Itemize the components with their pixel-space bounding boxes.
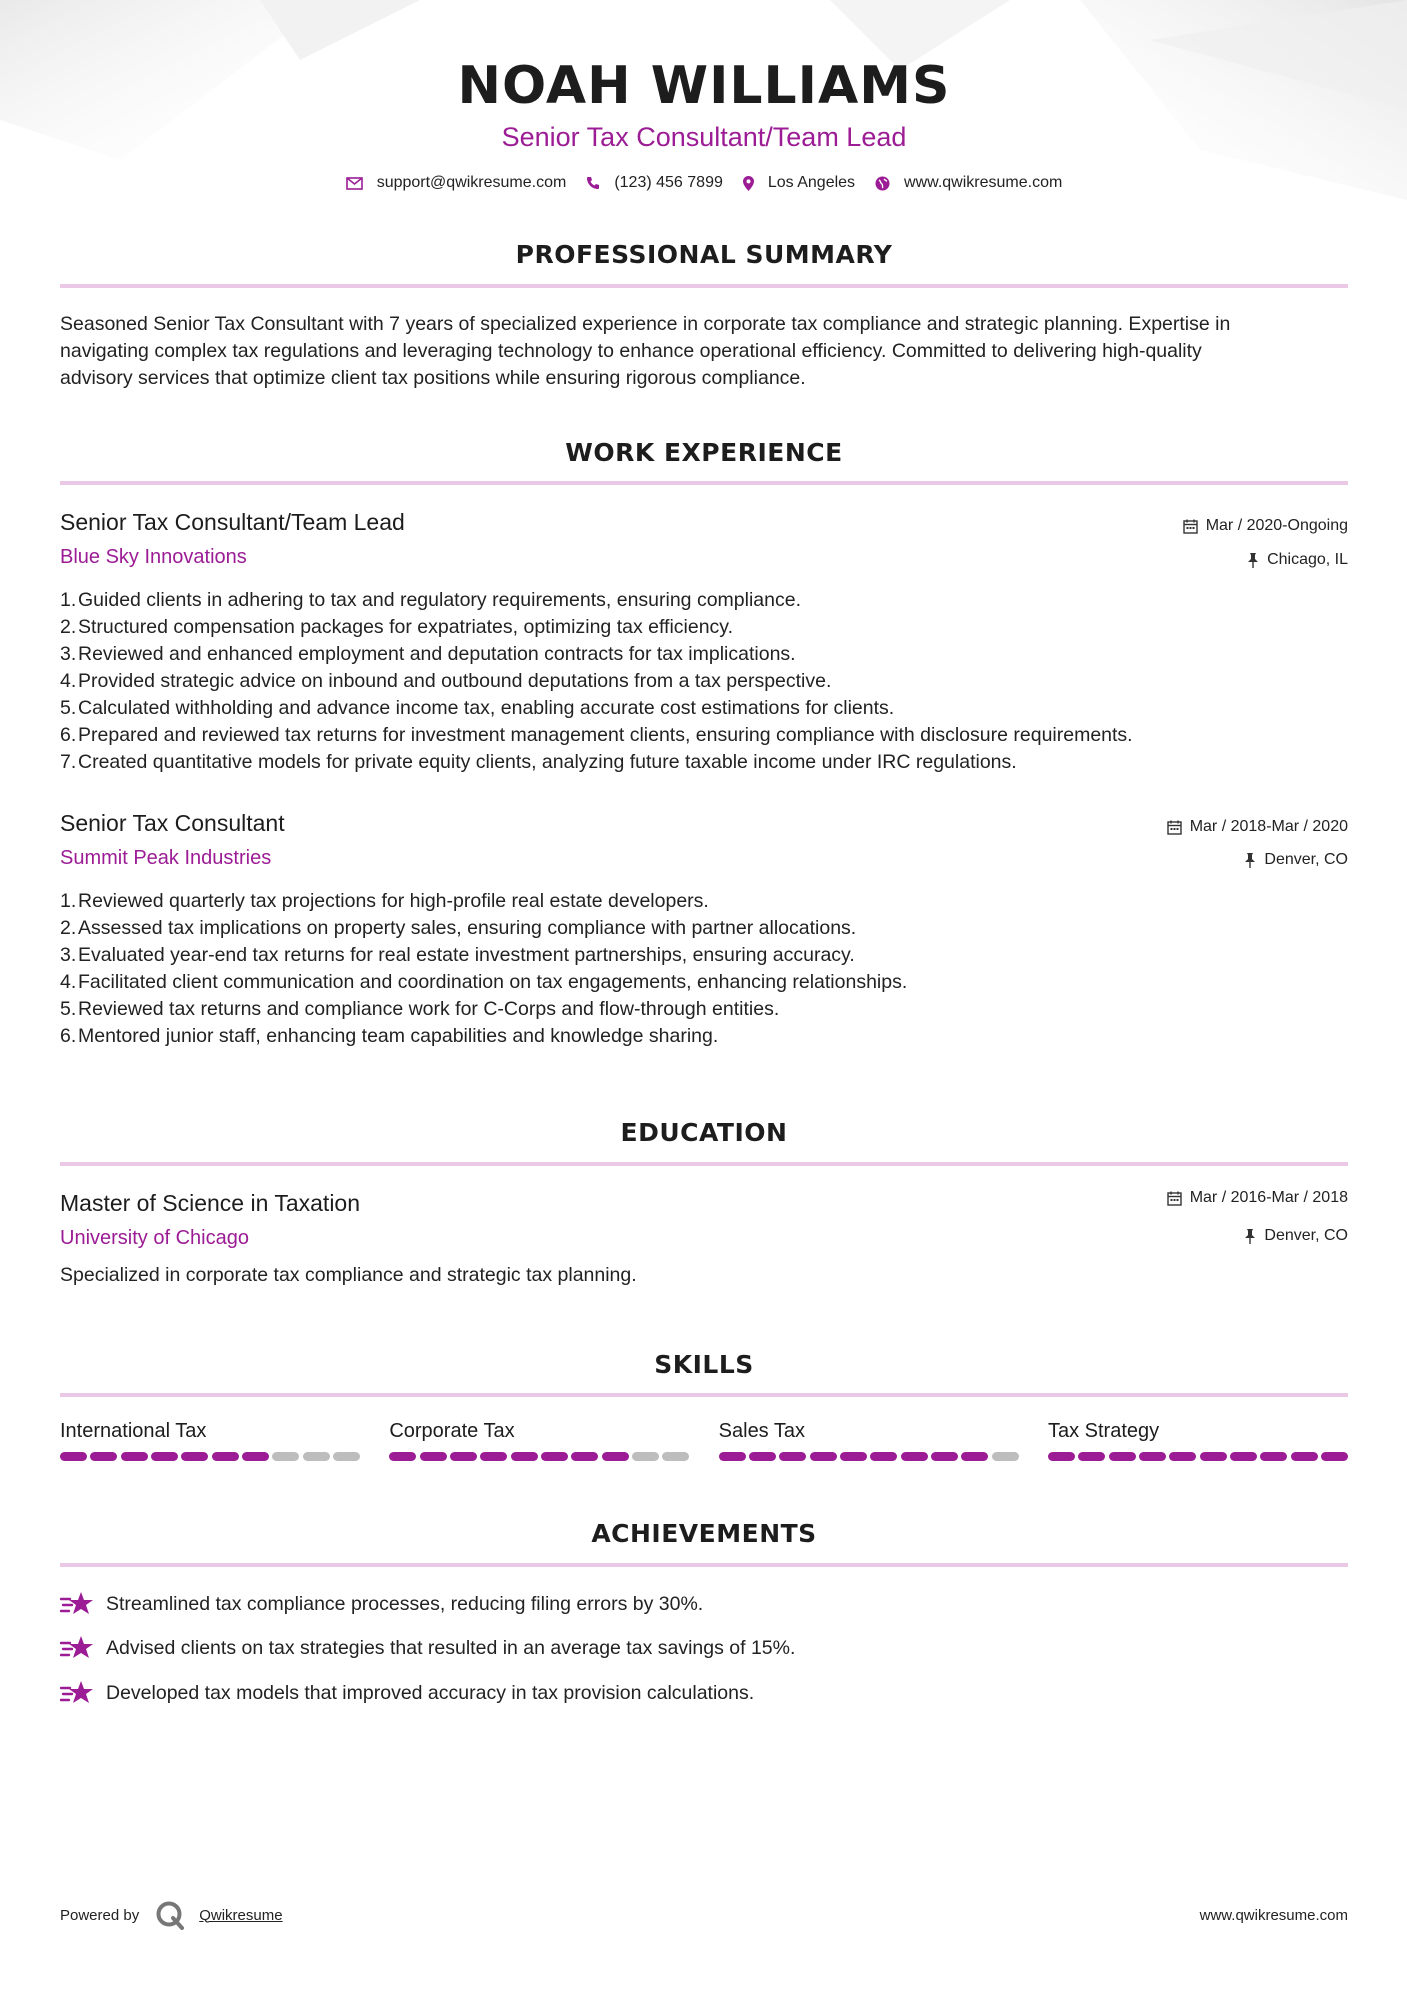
skill-item <box>1048 1420 1348 1461</box>
contact-website-text: www.qwikresume.com <box>904 174 1063 191</box>
skill-segment-filled <box>961 1452 988 1461</box>
job-dates-text: Mar / 2018-Mar / 2020 <box>1189 818 1348 835</box>
achievements-heading: ACHIEVEMENTS <box>591 1519 817 1548</box>
contact-phone[interactable] <box>586 174 723 192</box>
contact-phone-text: (123) 456 7899 <box>614 174 723 191</box>
header-background-decoration <box>0 0 1407 240</box>
list-item: 4.Provided strategic advice on inbound and outbound deputations from a tax perspective. <box>60 670 832 692</box>
achievement-text: Streamlined tax compliance processes, reducing filing errors by 30%. <box>106 1592 704 1615</box>
list-item: 6.Mentored junior staff, enhancing team capabilities and knowledge sharing. <box>60 1025 719 1047</box>
skill-segment-filled <box>450 1452 477 1461</box>
skill-segment-filled <box>1139 1452 1166 1461</box>
brand-link[interactable]: Qwikresume <box>199 1906 283 1924</box>
skill-segment-filled <box>121 1452 148 1461</box>
list-item: 3.Evaluated year-end tax returns for real estate investment partnerships, ensuring accuracy. <box>60 944 855 966</box>
skill-segment-empty <box>333 1452 360 1461</box>
job-location-text: Chicago, IL <box>1267 551 1348 568</box>
skill-segment-filled <box>810 1452 837 1461</box>
skill-segment-filled <box>1048 1452 1075 1461</box>
footer-powered-by <box>60 1900 283 1930</box>
list-item: 1.Reviewed quarterly tax projections for high-profile real estate developers. <box>60 890 709 912</box>
list-item: 5.Calculated withholding and advance income tax, enabling accurate cost estimations for clients. <box>60 697 895 719</box>
skill-segment-filled <box>1230 1452 1257 1461</box>
summary-text <box>60 311 1348 392</box>
skill-segment-empty <box>303 1452 330 1461</box>
skill-name: Sales Tax <box>718 1420 806 1442</box>
job-bullets <box>60 888 1348 1050</box>
list-item: 4.Facilitated client communication and coordination on tax engagements, enhancing relationships. <box>60 971 908 993</box>
education-location-text: Denver, CO <box>1264 1227 1348 1244</box>
skill-segment-filled <box>389 1452 416 1461</box>
job-title: Senior Tax Consultant/Team Lead <box>60 509 405 535</box>
skill-segment-filled <box>90 1452 117 1461</box>
education-description: Specialized in corporate tax compliance and strategic tax planning. <box>60 1264 637 1286</box>
pushpin-icon <box>1244 1229 1256 1244</box>
contact-location-text: Los Angeles <box>767 174 856 191</box>
skill-segment-filled <box>901 1452 928 1461</box>
summary-line: Seasoned Senior Tax Consultant with 7 years of specialized experience in corporate tax compliance and strategic planning. Expertise in <box>60 313 1231 335</box>
experience-heading: WORK EXPERIENCE <box>565 438 843 467</box>
achievement-item <box>60 1590 703 1618</box>
achievement-item <box>60 1634 795 1662</box>
skill-segment-filled <box>212 1452 239 1461</box>
skill-segment-filled <box>1321 1452 1348 1461</box>
summary-heading: PROFESSIONAL SUMMARY <box>515 240 893 269</box>
job-company: Summit Peak Industries <box>60 847 272 869</box>
skill-segment-filled <box>1200 1452 1227 1461</box>
education-dates <box>1167 1189 1348 1207</box>
skill-segment-filled <box>1169 1452 1196 1461</box>
shooting-star-icon <box>60 1590 94 1618</box>
skill-segment-filled <box>602 1452 629 1461</box>
skill-segment-filled <box>1260 1452 1287 1461</box>
calendar-icon <box>1183 519 1198 534</box>
job-dates <box>1183 517 1348 535</box>
phone-icon <box>586 176 600 190</box>
job-bullets <box>60 587 1348 776</box>
list-item: 3.Reviewed and enhanced employment and deputation contracts for tax implications. <box>60 643 796 665</box>
pushpin-icon <box>1247 553 1259 568</box>
skills-divider <box>60 1393 1348 1397</box>
footer-website[interactable]: www.qwikresume.com <box>1199 1907 1348 1924</box>
skill-segment-filled <box>779 1452 806 1461</box>
achievements-divider <box>60 1563 1348 1567</box>
skill-segment-empty <box>992 1452 1019 1461</box>
envelope-icon <box>346 177 363 190</box>
skill-segment-filled <box>719 1452 746 1461</box>
skill-level-bar <box>719 1452 1019 1461</box>
shooting-star-icon <box>60 1634 94 1662</box>
qwikresume-logo-icon <box>155 1900 185 1930</box>
contact-website[interactable] <box>875 174 1062 192</box>
skill-segment-filled <box>749 1452 776 1461</box>
skill-item <box>60 1420 360 1461</box>
skill-segment-empty <box>272 1452 299 1461</box>
contact-email-text: support@qwikresume.com <box>376 174 567 191</box>
skill-segment-filled <box>931 1452 958 1461</box>
skill-segment-filled <box>60 1452 87 1461</box>
skill-name: International Tax <box>60 1420 207 1442</box>
skill-name: Corporate Tax <box>389 1420 515 1442</box>
skill-segment-filled <box>840 1452 867 1461</box>
skill-segment-empty <box>632 1452 659 1461</box>
job-dates <box>1167 818 1348 836</box>
list-item: 5.Reviewed tax returns and compliance work for C-Corps and flow-through entities. <box>60 998 780 1020</box>
shooting-star-icon <box>60 1679 94 1707</box>
contact-email[interactable] <box>346 174 567 192</box>
job-location <box>1247 551 1348 569</box>
skill-segment-filled <box>870 1452 897 1461</box>
calendar-icon <box>1167 820 1182 835</box>
skill-segment-filled <box>511 1452 538 1461</box>
education-location <box>1244 1227 1348 1245</box>
summary-divider <box>60 284 1348 288</box>
job-dates-text: Mar / 2020-Ongoing <box>1205 517 1348 534</box>
globe-icon <box>875 176 890 191</box>
list-item: 2.Assessed tax implications on property sales, ensuring compliance with partner allocations. <box>60 917 857 939</box>
skill-segment-empty <box>662 1452 689 1461</box>
job-location <box>1244 851 1348 869</box>
skill-level-bar <box>389 1452 689 1461</box>
skill-segment-filled <box>151 1452 178 1461</box>
skill-segment-filled <box>181 1452 208 1461</box>
skill-segment-filled <box>1078 1452 1105 1461</box>
skill-segment-filled <box>420 1452 447 1461</box>
skills-list <box>60 1420 1348 1461</box>
skills-heading: SKILLS <box>654 1350 754 1379</box>
achievement-item <box>60 1679 754 1707</box>
contact-location <box>743 174 855 192</box>
candidate-title: Senior Tax Consultant/Team Lead <box>501 122 907 152</box>
skill-name: Tax Strategy <box>1047 1420 1160 1442</box>
list-item: 2.Structured compensation packages for expatriates, optimizing tax efficiency. <box>60 616 734 638</box>
education-divider <box>60 1162 1348 1166</box>
summary-line: navigating complex tax regulations and leveraging technology to enhance operational efficiency. Committed to delivering high-quality <box>60 340 1202 362</box>
job-title: Senior Tax Consultant <box>60 810 285 836</box>
list-item: 6.Prepared and reviewed tax returns for investment management clients, ensuring compliance with disclosure requirements. <box>60 724 1133 746</box>
skill-level-bar <box>60 1452 360 1461</box>
candidate-name: NOAH WILLIAMS <box>457 56 951 116</box>
list-item: 1.Guided clients in adhering to tax and regulatory requirements, ensuring compliance. <box>60 589 801 611</box>
education-dates-text: Mar / 2016-Mar / 2018 <box>1189 1189 1348 1206</box>
skill-segment-filled <box>1291 1452 1318 1461</box>
education-heading: EDUCATION <box>620 1118 788 1147</box>
contact-bar <box>60 174 1348 192</box>
powered-by-label: Powered by <box>60 1906 140 1924</box>
experience-divider <box>60 481 1348 485</box>
skill-segment-filled <box>242 1452 269 1461</box>
achievement-text: Advised clients on tax strategies that resulted in an average tax savings of 15%. <box>106 1636 796 1659</box>
school-name: University of Chicago <box>60 1227 249 1249</box>
degree-title: Master of Science in Taxation <box>60 1190 361 1216</box>
list-item: 7.Created quantitative models for private equity clients, analyzing future taxable income under IRC regulations. <box>60 751 1017 773</box>
skill-segment-filled <box>1109 1452 1136 1461</box>
summary-line: advisory services that optimize client tax positions while ensuring rigorous compliance. <box>60 367 806 389</box>
skill-item <box>719 1420 1019 1461</box>
map-pin-icon <box>743 176 754 191</box>
skill-segment-filled <box>571 1452 598 1461</box>
skill-level-bar <box>1048 1452 1348 1461</box>
achievement-text: Developed tax models that improved accuracy in tax provision calculations. <box>106 1681 755 1704</box>
skill-segment-filled <box>480 1452 507 1461</box>
pushpin-icon <box>1244 853 1256 868</box>
skill-segment-filled <box>541 1452 568 1461</box>
job-company: Blue Sky Innovations <box>60 546 247 568</box>
calendar-icon <box>1167 1191 1182 1206</box>
skill-item <box>389 1420 689 1461</box>
job-location-text: Denver, CO <box>1264 851 1348 868</box>
